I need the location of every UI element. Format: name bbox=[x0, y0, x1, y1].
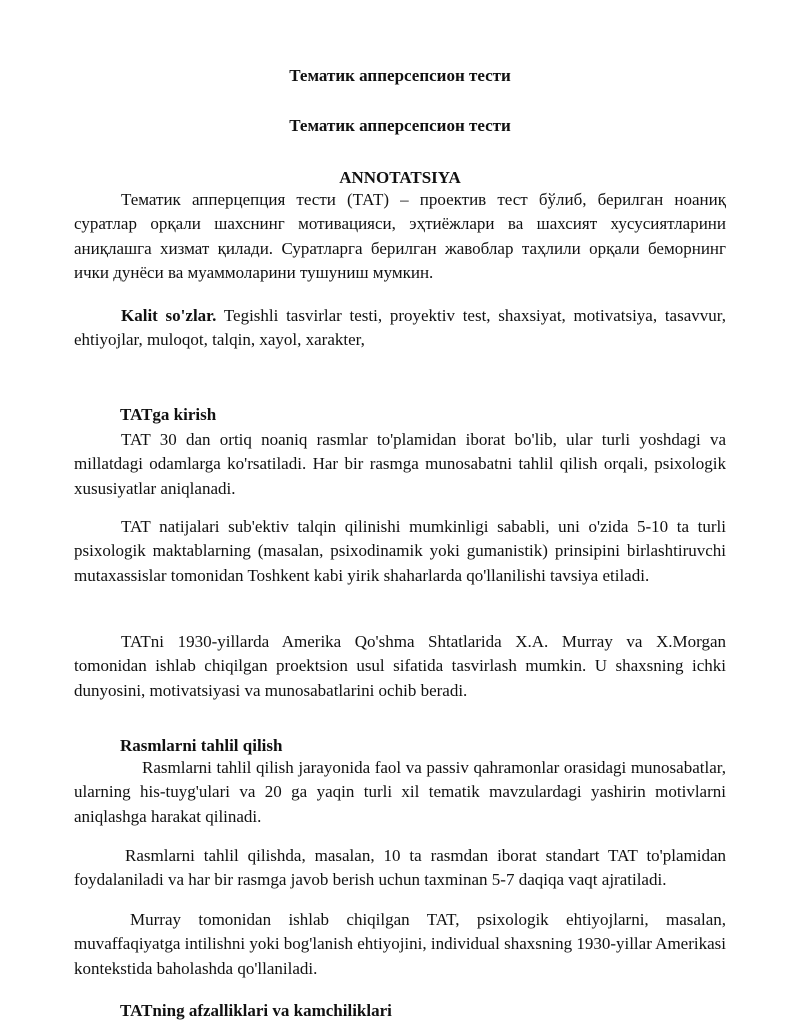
section-heading-analysis: Rasmlarni tahlil qilish bbox=[120, 736, 283, 755]
document-title: Тематик апперсепсион тести bbox=[289, 66, 511, 85]
annotation-paragraph: Тематик апперцепция тести (ТАТ) – проектив тест бўлиб, берилган ноаниқ суратлар орқали шахснинг мотивацияси, эҳтиёжлари ва шахсият хусусиятларини аниқлашга хизмат қилади. Суратларга берилган жавоблар таҳлили орқали беморнинг ички дунёси ва муаммоларини тушуниш мумкин. bbox=[74, 190, 726, 283]
annotation-heading: ANNOTATSIYA bbox=[339, 168, 461, 187]
analysis-paragraph-3: Murray tomonidan ishlab chiqilgan TAT, psixologik ehtiyojlarni, masalan, muvaffaqiyatga intilishni yoki bog'lanish ehtiyojini, individual shaxsning 1930-yillar Amerikasi kontekstida baholashda qo'llaniladi. bbox=[74, 910, 726, 978]
section-heading-pros-cons: TATning afzalliklari va kamchiliklari bbox=[120, 1001, 392, 1020]
section-heading-intro: TATga kirish bbox=[120, 405, 217, 424]
analysis-paragraph-2: Rasmlarni tahlil qilishda, masalan, 10 ta rasmdan iborat standart TAT to'plamidan foydalaniladi va har bir rasmga javob berish uchun taxminan 5-7 daqiqa vaqt ajratiladi. bbox=[74, 846, 726, 890]
document-subtitle: Тематик апперсепсион тести bbox=[289, 116, 511, 135]
intro-paragraph-3: TATni 1930-yillarda Amerika Qo'shma Shtatlarida X.A. Murray va X.Morgan tomonidan ishlab chiqilgan proektsion usul sifatida tasvirlash mumkin. U shaxsning ichki dunyosini, motivatsiyasi va munosabatlarini ochib beradi. bbox=[74, 632, 726, 700]
keywords-text: Tegishli tasvirlar testi, proyektiv test, shaxsiyat, motivatsiya, tasavvur, ehtiyojlar, muloqot, talqin, xayol, xarakter, bbox=[74, 306, 726, 350]
analysis-paragraph-1: Rasmlarni tahlil qilish jarayonida faol va passiv qahramonlar orasidagi munosabatlar, ularning his-tuyg'ulari va 20 ga yaqin turli xil tematik mavzulardagi yashirin motivlarni aniqlashga harakat qilinadi. bbox=[74, 758, 726, 826]
keywords-paragraph bbox=[74, 304, 726, 353]
keywords-label: Kalit so'zlar. bbox=[121, 306, 217, 325]
intro-paragraph-2: TAT natijalari sub'ektiv talqin qilinishi mumkinligi sababli, uni o'zida 5-10 ta turli psixologik maktablarning (masalan, psixodinamik yoki gumanistik) prinsipini birlashtiruvchi mutaxassislar tomonidan Toshkent kabi yirik shaharlarda qo'llanilishi tavsiya etiladi. bbox=[74, 517, 726, 585]
intro-paragraph-1: TAT 30 dan ortiq noaniq rasmlar to'plamidan iborat bo'lib, ular turli yoshdagi va millatdagi odamlarga ko'rsatiladi. Har bir rasmga munosabatni tahlil qilish orqali, psixologik xususiyatlar aniqlanadi. bbox=[74, 430, 726, 498]
